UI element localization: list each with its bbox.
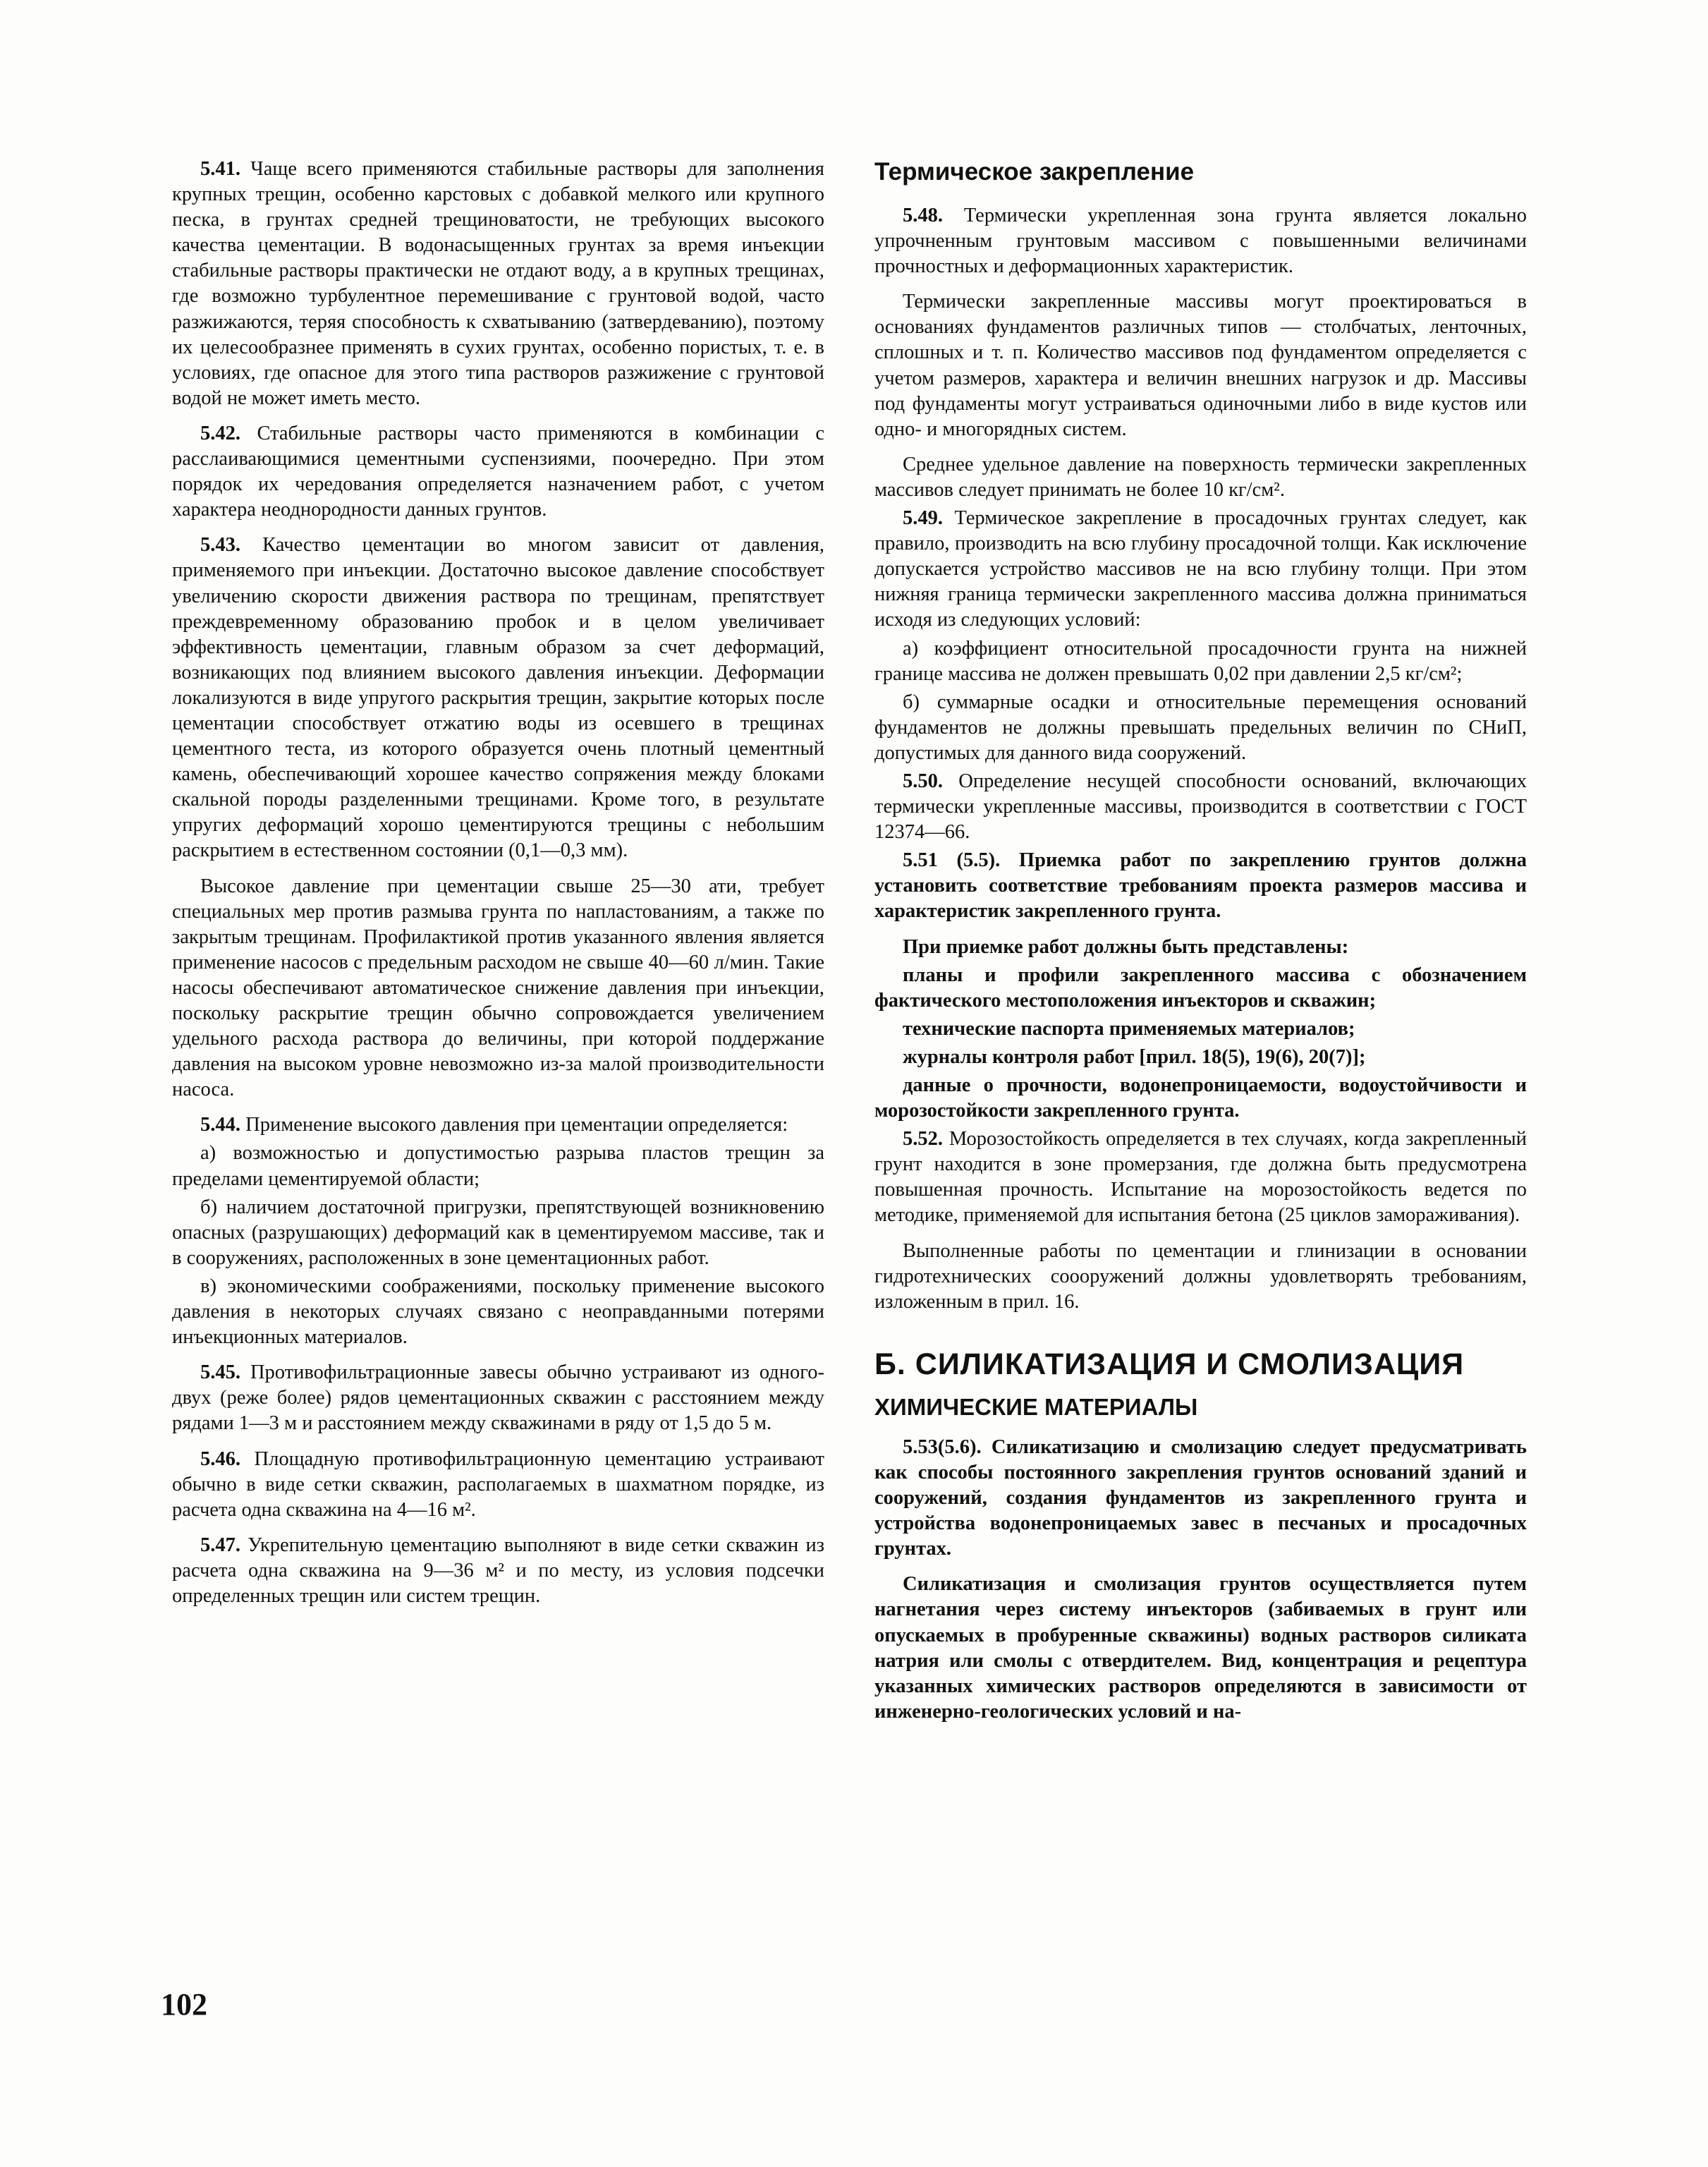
paragraph-5-41 [172, 157, 824, 411]
clause-number: 5.52. [903, 1128, 943, 1151]
clause-text: Укрепительную цементацию выполняют в виде сетки скважин из расчета одна скважина на 9—36 м² и по месту, из условия подсечки определенных трещин или систем трещин. [172, 1534, 824, 1607]
condition-b: б) суммарные осадки и относительные перемещения оснований фундаментов не должны превышать предельных величин по СНиП, допустимых для данного вида сооружений. [874, 691, 1527, 764]
clause-text: Термически укрепленная зона грунта является локально упрочненным грунтовым массивом с повышенными величинами прочностных и деформационных характеристик. [874, 205, 1527, 278]
clause-text: Морозостойкость определяется в тех случаях, когда закрепленный грунт находится в зоне промерзания, где должна быть предусмотрена повышенная прочность. Испытание на морозостойкость ведется по методике, применяемой для испытания бетона (25 циклов замораживания). [874, 1128, 1527, 1227]
list-item-c: в) экономическими соображениями, поскольку применение высокого давления в некоторых случаях связано с неоправданными потерями инъекционных материалов. [172, 1275, 824, 1349]
acceptance-item-plans: планы и профили закрепленного массива с обозначением фактического местоположения инъекторов и скважин; [874, 964, 1527, 1012]
acceptance-item-passports: технические паспорта применяемых материалов; [903, 1017, 1355, 1040]
clause-number: 5.42. [200, 422, 240, 444]
clause-number: 5.49. [903, 507, 943, 530]
clause-text: Противофильтрационные завесы обычно устраивают из одного-двух (реже более) рядов цементационных скважин с расстоянием между рядами 1—3 м и расстоянием между скважинами в ряду от 1,5 до 5 м. [172, 1361, 825, 1435]
list-item-b: б) наличием достаточной пригрузки, препятствующей возникновению опасных (разрушающих) деформаций как в цементируемом массиве, так и в сооружениях, расположенных в зоне цементационных работ. [172, 1196, 824, 1269]
paragraph-5-45 [172, 1360, 824, 1436]
paragraph-thermal-arrays: Термически закрепленные массивы могут проектироваться в основаниях фундаментов различных типов — столбчатых, ленточных, сплошных и т. п. Количество массивов под фундаментом определяется с учетом размеров, характера и величин внешних нагрузок и др. Массивы под фундаменты могут устраиваться одиночными либо в виде кустов или одно- и многорядных систем. [874, 291, 1527, 440]
subsection-heading-chemical-materials: ХИМИЧЕСКИЕ МАТЕРИАЛЫ [874, 1393, 1198, 1420]
clause-number: 5.53(5.6). [903, 1435, 982, 1458]
section-heading-thermal: Термическое закрепление [874, 158, 1195, 186]
clause-text: Стабильные растворы часто применяются в комбинации с расслаивающимися цементными суспензиями, поочередно. При этом порядок их чередования определяется назначением работ, с учетом характера неоднородности данных грунтов. [172, 422, 825, 521]
clause-text: Термическое закрепление в просадочных грунтах следует, как правило, производить на всю глубину просадочной толщи. Как исключение допускается устройство массивов не на всю глубину толщи. При этом нижняя граница термически закрепленного массива должна приниматься исходя из следующих условий: [874, 507, 1527, 631]
paragraph-5-46 [172, 1447, 824, 1523]
clause-number: 5.47. [200, 1534, 240, 1556]
clause-text: Площадную противофильтрационную цементацию устраивают обычно в виде сетки скважин, располагаемых в шахматном порядке, из расчета одна скважина на 4—16 м². [172, 1447, 824, 1521]
paragraph-silicatization: Силикатизация и смолизация грунтов осуществляется путем нагнетания через систему инъекторов (забиваемых в грунт или опускаемых в пробуренные скважины) водных растворов силиката натрия или смолы с отвердителем. Вид, концентрация и рецептура указанных химических растворов определяются в зависимости от инженерно-геологических условий и на- [874, 1573, 1527, 1723]
clause-number: 5.51 (5.5). [903, 849, 1001, 872]
acceptance-item-data: данные о прочности, водонепроницаемости, водоустойчивости и морозостойкости закрепленного грунта. [874, 1074, 1527, 1122]
right-column [874, 157, 1527, 1735]
clause-text: Силикатизацию и смолизацию следует предусматривать как способы постоянного закрепления грунтов оснований зданий и сооружений, создания фундаментов из закрепленного грунта и устройства водонепроницаемых завес в песчаных и просадочных грунтах. [874, 1435, 1527, 1560]
paragraph-5-43 [172, 533, 824, 863]
clause-number: 5.41. [200, 158, 240, 180]
paragraph-5-53 [874, 1435, 1527, 1562]
clause-number: 5.43. [200, 534, 240, 557]
condition-a: а) коэффициент относительной просадочности грунта на нижней границе массива не должен превышать 0,02 при давлении 2,5 кг/см²; [874, 637, 1527, 685]
paragraph-5-42 [172, 421, 824, 523]
clause-number: 5.44. [200, 1114, 240, 1136]
paragraph-5-51 [874, 848, 1527, 924]
clause-number: 5.46. [200, 1447, 240, 1470]
clause-text: Чаще всего применяются стабильные растворы для заполнения крупных трещин, особенно карстовых с добавкой мелкого или крупного песка, в грунтах средней трещиноватости, не требующих высокого качества цементации. В водонасыщенных грунтах за время инъекции стабильные растворы практически не отдают воду, а в крупных трещинах, где возможно турбулентное перемешивание с грунтовой водой, часто разжижаются, теряя способность к схватыванию (затвердеванию), поэтому их целесообразнее применять в сухих грунтах, особенно пористых, т. е. в условиях, где опасное для этого типа растворов разжижение с грунтовой водой не может иметь место. [172, 158, 824, 409]
clause-text: Применение высокого давления при цементации определяется: [245, 1114, 788, 1136]
paragraph-completed-works: Выполненные работы по цементации и глинизации в основании гидротехнических соооружений должны удовлетворять требованиям, изложенным в прил. 16. [874, 1239, 1527, 1313]
paragraph-average-pressure: Среднее удельное давление на поверхность термически закрепленных массивов следует принимать не более 10 кг/см². [874, 453, 1527, 501]
paragraph-acceptance: При приемке работ должны быть представлены: [903, 935, 1349, 958]
clause-number: 5.48. [903, 205, 943, 226]
clause-text: Определение несущей способности оснований, включающих термически укрепленные массивы, производится в соответствии с ГОСТ 12374—66. [874, 770, 1527, 844]
acceptance-item-journals: журналы контроля работ [прил. 18(5), 19(6), 20(7)]; [903, 1045, 1366, 1068]
clause-number: 5.50. [903, 770, 943, 792]
list-item-a: а) возможностью и допустимостью разрыва пластов трещин за пределами цементируемой области; [172, 1142, 824, 1190]
page-number: 102 [161, 1987, 207, 2022]
paragraph-5-52 [874, 1127, 1527, 1228]
section-heading-b: Б. СИЛИКАТИЗАЦИЯ И СМОЛИЗАЦИЯ [874, 1347, 1465, 1381]
paragraph-high-pressure: Высокое давление при цементации свыше 25—30 ати, требует специальных мер против размыва грунта по напластованиям, а также по закрытым трещинам. Профилактикой против указанного явления является применение насосов с предельным расходом не свыше 40—60 л/мин. Такие насосы обеспечивают автоматическое снижение давления при инъекции, поскольку раскрытие трещин обычно сопровождается увеличением удельного расхода раствора до величины, при которой поддержание давления на высоком уровне невозможно из-за малой производительности насоса. [172, 875, 824, 1101]
paragraph-5-47 [172, 1533, 824, 1609]
clause-text: Качество цементации во многом зависит от давления, применяемого при инъекции. Достаточно высокое давление способствует увеличению скорости движения раствора по трещинам, препятствует преждевременному образованию пробок и в целом увеличивает эффективность цементации, главным образом за счет деформаций, возникающих под влиянием высокого давления инъекции. Деформации локализуются в виде упругого раскрытия трещин, закрытие которых после цементации способствует отжатию воды из осевшего в трещинах цементного теста, из которого образуется очень плотный цементный камень, обеспечивающий хорошее качество сопряжения между блоками скальной породы разделенными трещинами. Кроме того, в результате упругих деформаций хорошо цементируются трещины с небольшим раскрытием в естественном состоянии (0,1—0,3 мм). [172, 534, 825, 862]
paragraph-5-50 [874, 769, 1527, 845]
left-column [172, 157, 824, 1619]
paragraph-5-48 [874, 203, 1527, 279]
clause-number: 5.45. [200, 1361, 240, 1384]
clause-text: Приемка работ по закреплению грунтов должна установить соответствие требованиям проекта размеров массива и характеристик закрепленного грунта. [874, 849, 1527, 923]
paragraph-5-44 [172, 1112, 824, 1138]
paragraph-5-49 [874, 506, 1527, 633]
